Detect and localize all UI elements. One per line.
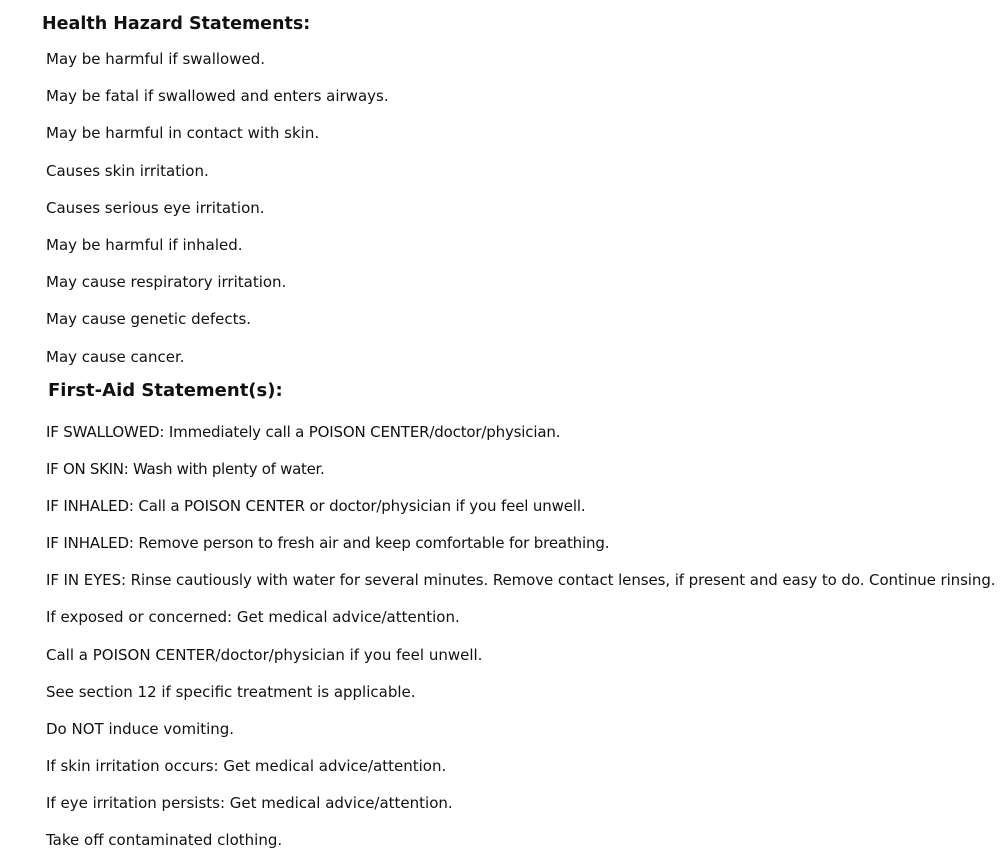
first-aid-heading: First-Aid Statement(s): — [48, 380, 283, 401]
first-aid-item: Take off contaminated clothing. — [46, 831, 283, 850]
health-hazard-list — [46, 49, 389, 384]
first-aid-item: If exposed or concerned: Get medical advice/attention. — [46, 608, 460, 627]
health-hazard-heading: Health Hazard Statements: — [42, 14, 311, 34]
first-aid-item: IF ON SKIN: Wash with plenty of water. — [46, 460, 325, 479]
first-aid-item: See section 12 if specific treatment is applicable. — [46, 682, 416, 701]
first-aid-item: IF SWALLOWED: Immediately call a POISON CENTER/doctor/physician. — [46, 423, 561, 441]
health-hazard-item: May be fatal if swallowed and enters airways. — [46, 87, 389, 106]
health-hazard-item: May be harmful if swallowed. — [46, 50, 266, 68]
health-hazard-item: Causes serious eye irritation. — [46, 198, 265, 217]
first-aid-item: Do NOT induce vomiting. — [46, 719, 235, 738]
first-aid-item: Call a POISON CENTER/doctor/physician if you feel unwell. — [46, 645, 483, 664]
health-hazard-item: May cause cancer. — [46, 347, 185, 366]
health-hazard-item: May be harmful in contact with skin. — [46, 124, 320, 143]
first-aid-item: If eye irritation persists: Get medical advice/attention. — [46, 793, 453, 812]
health-hazard-item: May be harmful if inhaled. — [46, 235, 243, 254]
first-aid-list — [46, 422, 995, 867]
first-aid-item: IF INHALED: Remove person to fresh air and keep comfortable for breathing. — [46, 534, 610, 553]
health-hazard-item: May cause respiratory irritation. — [46, 273, 287, 292]
first-aid-item: IF INHALED: Call a POISON CENTER or doctor/physician if you feel unwell. — [46, 497, 586, 516]
health-hazard-item: May cause genetic defects. — [46, 310, 252, 329]
first-aid-item: If skin irritation occurs: Get medical advice/attention. — [46, 756, 447, 775]
health-hazard-item: Causes skin irritation. — [46, 161, 209, 180]
first-aid-item: IF IN EYES: Rinse cautiously with water for several minutes. Remove contact lenses, if present and easy to do. Continue rinsing. — [46, 571, 996, 590]
